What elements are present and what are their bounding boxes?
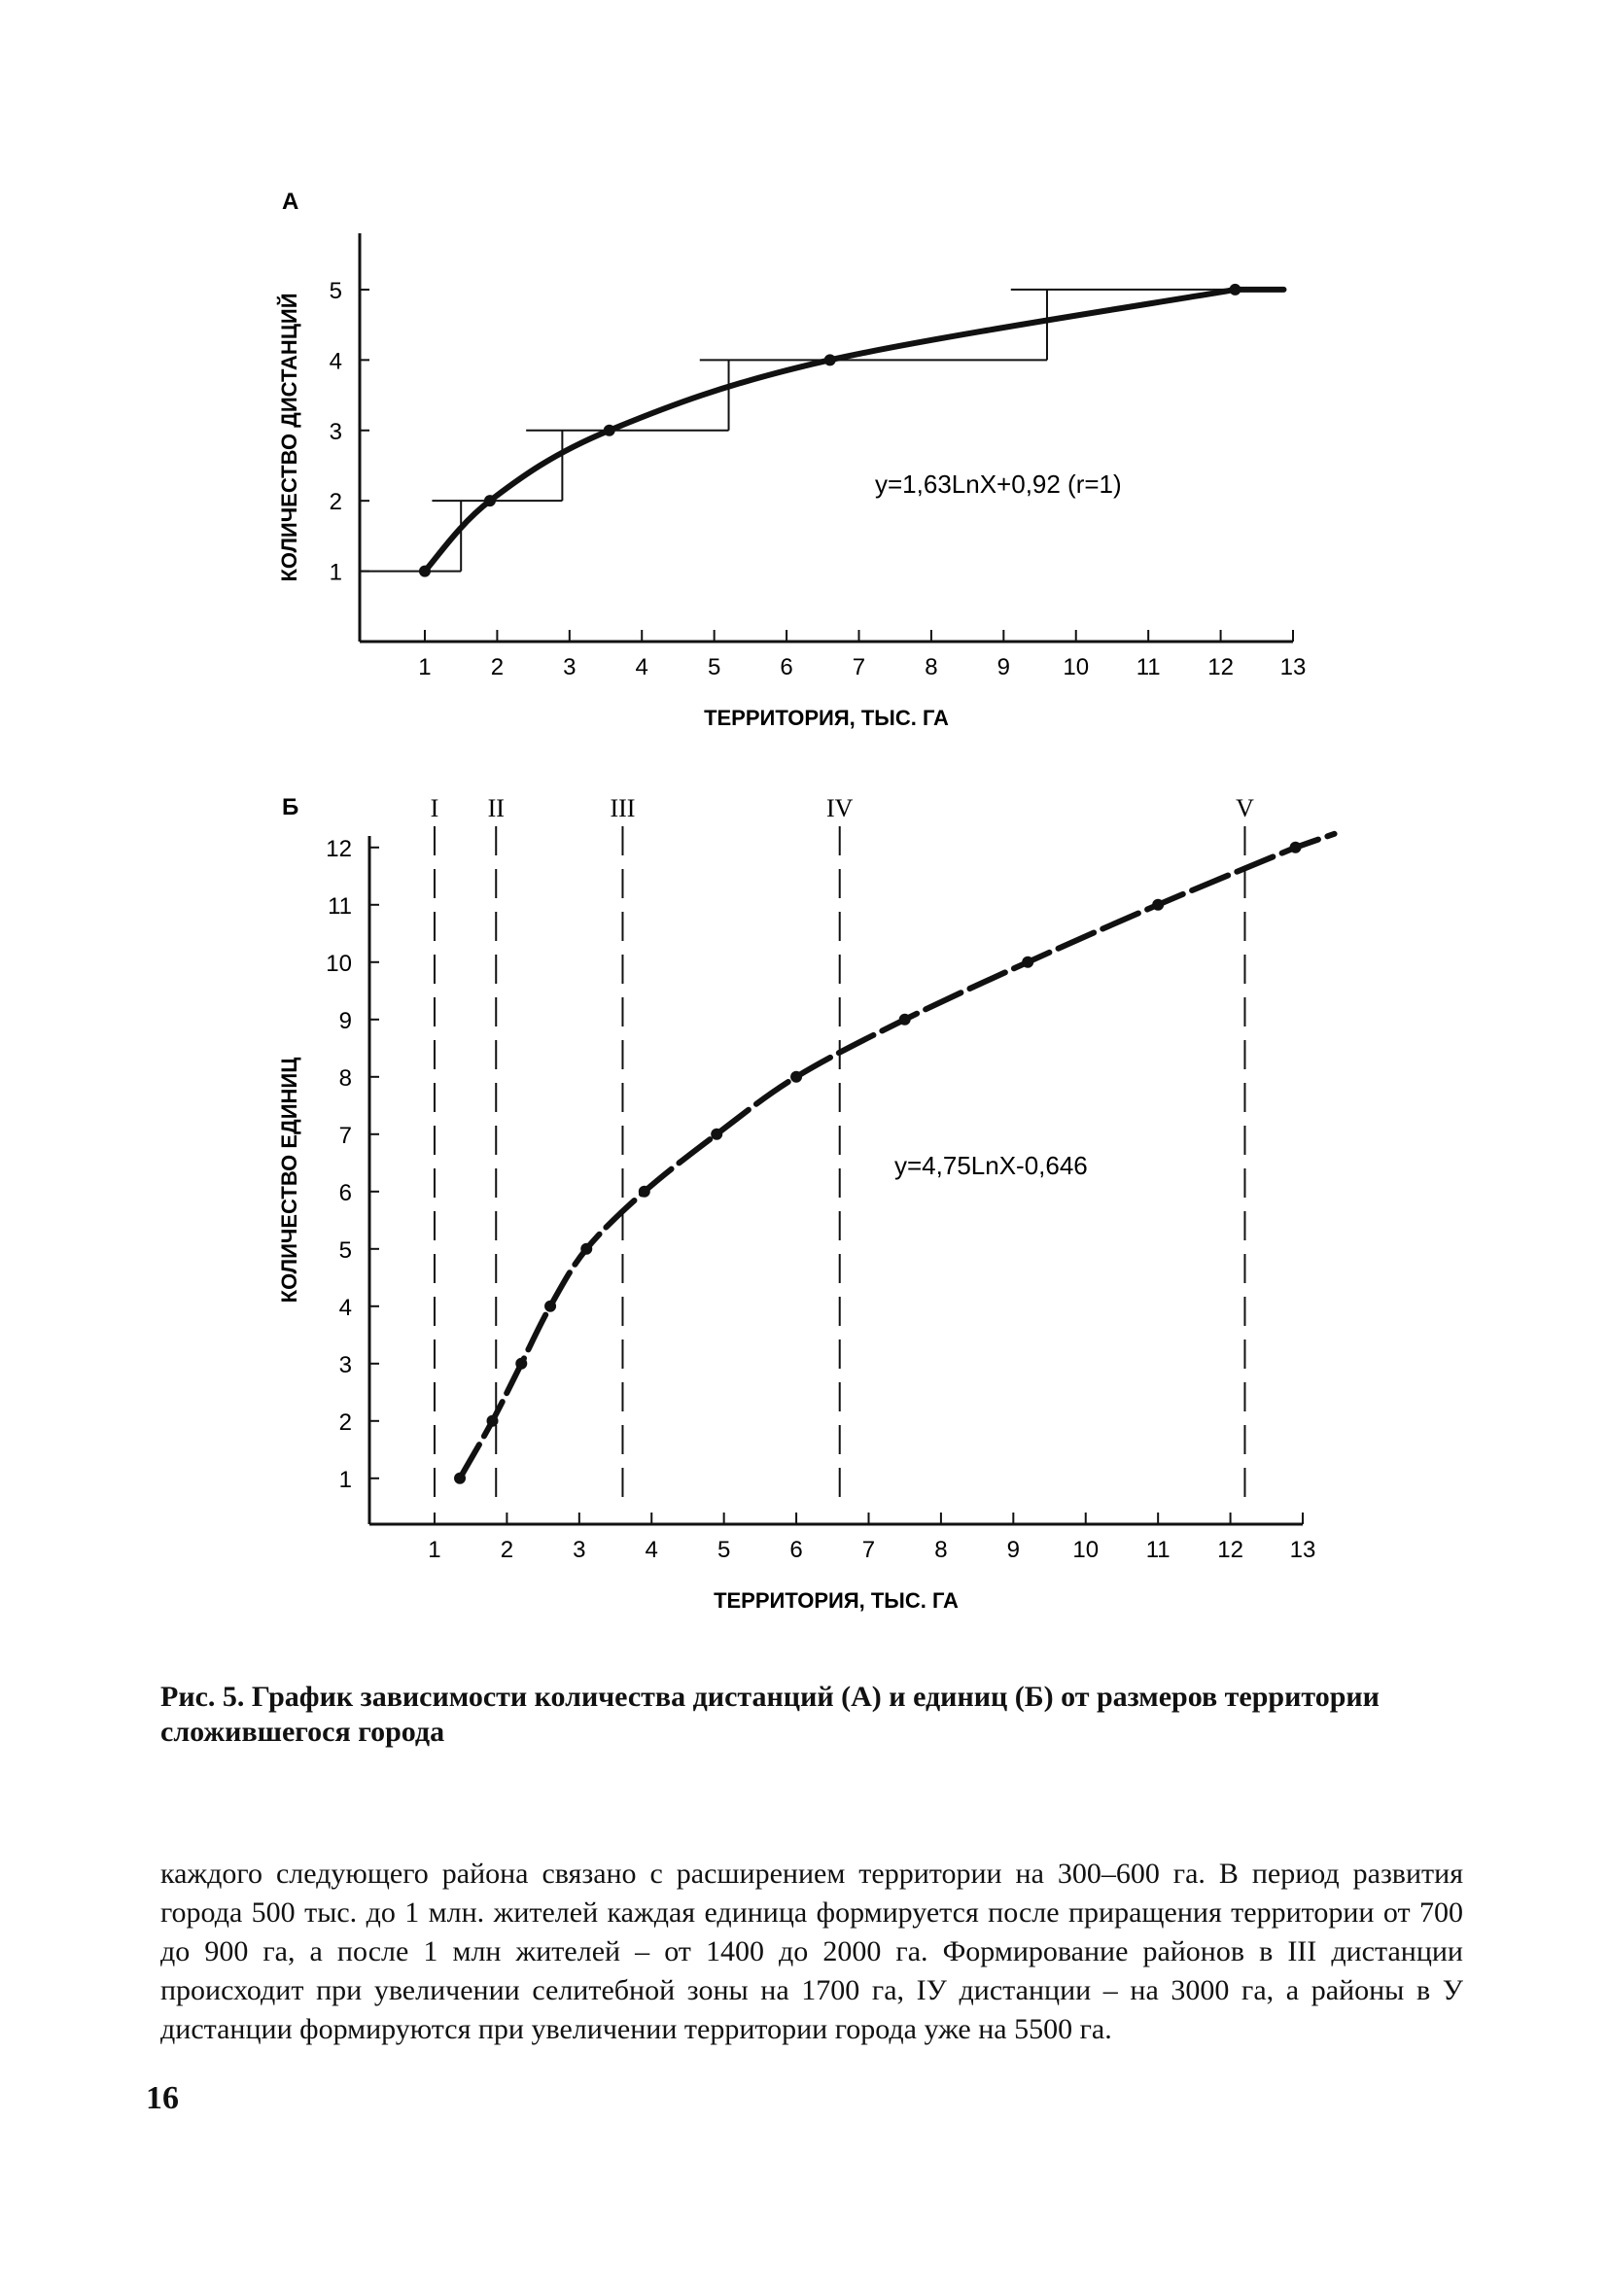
data-point	[711, 1129, 722, 1140]
y-tick-label: 7	[338, 1122, 352, 1149]
y-tick-label: 3	[338, 1351, 352, 1378]
y-tick-label: 10	[326, 950, 352, 977]
y-tick-label: 11	[328, 892, 352, 920]
x-tick-label: 8	[925, 654, 938, 680]
y-tick-label: 4	[329, 348, 342, 375]
x-tick-label: 6	[789, 1537, 803, 1563]
y-axis-label: КОЛИЧЕСТВО ЕДИНИЦ	[277, 1057, 301, 1304]
data-point	[484, 495, 496, 506]
panel-label: А	[282, 189, 299, 215]
data-point	[580, 1243, 592, 1255]
data-point	[790, 1071, 802, 1083]
data-point	[899, 1014, 911, 1026]
x-tick-label: 9	[996, 654, 1011, 680]
data-point	[1022, 957, 1033, 968]
body-paragraph: каждого следующего района связано с расширением территории на 300–600 га. В период развития города 500 тыс. до 1 млн. жителей каждая единица формируется после приращения территории от 700 до 900 га, а после 1 млн жителей – от 1400 до 2000 га. Формирование районов в III дистанции происходит при увеличении селитебной зоны на 1700 га, IУ дистанции – на 3000 га, а районы в У дистанции формируются при увеличении территории города уже на 5500 га.	[160, 1858, 1463, 2045]
data-point	[1229, 284, 1241, 296]
panel-label: Б	[282, 794, 299, 820]
chart-a	[277, 189, 1306, 730]
x-tick-label: 3	[563, 654, 577, 680]
district-label: IV	[826, 794, 854, 822]
x-tick-label: 9	[1006, 1537, 1021, 1563]
y-tick-label: 5	[329, 277, 342, 304]
x-tick-label: 7	[852, 654, 866, 680]
data-point	[1152, 899, 1164, 911]
x-tick-label: 6	[780, 654, 793, 680]
district-label: III	[610, 794, 636, 822]
data-point	[419, 566, 431, 577]
y-tick-label: 6	[338, 1179, 352, 1206]
data-point	[824, 354, 836, 365]
y-tick-label: 1	[329, 559, 342, 586]
x-tick-label: 11	[1145, 1537, 1171, 1563]
x-tick-label: 12	[1217, 1537, 1243, 1563]
data-point	[604, 425, 615, 436]
y-tick-label: 12	[326, 835, 352, 862]
y-tick-label: 8	[338, 1064, 352, 1092]
district-label: V	[1236, 794, 1254, 822]
data-point	[544, 1301, 556, 1312]
data-point	[1290, 842, 1302, 853]
x-tick-label: 13	[1279, 654, 1307, 680]
data-point	[515, 1358, 527, 1370]
x-tick-label: 11	[1136, 654, 1161, 680]
data-point	[487, 1415, 499, 1427]
equation-label: y=4,75LnX-0,646	[894, 1151, 1088, 1180]
x-tick-label: 4	[645, 1537, 658, 1563]
x-tick-label: 5	[707, 654, 721, 680]
district-label: I	[430, 794, 439, 822]
x-tick-label: 7	[861, 1537, 876, 1563]
chart-b	[277, 794, 1335, 1613]
y-tick-label: 1	[338, 1466, 352, 1493]
x-tick-label: 2	[490, 654, 505, 680]
district-label: II	[487, 794, 505, 822]
x-tick-label: 10	[1072, 1537, 1100, 1563]
data-point	[454, 1473, 466, 1484]
x-tick-label: 4	[635, 654, 648, 680]
x-tick-label: 8	[934, 1537, 948, 1563]
figure-caption: Рис. 5. График зависимости количества дистанций (А) и единиц (Б) от размеров территории сложившегося города	[160, 1681, 1380, 1748]
x-tick-label: 5	[717, 1537, 731, 1563]
page-number: 16	[146, 2080, 179, 2116]
x-axis-label: ТЕРРИТОРИЯ, ТЫС. ГА	[714, 1588, 959, 1613]
y-tick-label: 2	[338, 1409, 352, 1436]
x-tick-label: 1	[418, 654, 432, 680]
x-axis-label: ТЕРРИТОРИЯ, ТЫС. ГА	[704, 706, 949, 730]
y-tick-label: 2	[329, 489, 342, 516]
x-tick-label: 12	[1207, 654, 1234, 680]
x-tick-label: 2	[500, 1537, 514, 1563]
data-point	[639, 1186, 650, 1198]
y-tick-label: 9	[338, 1007, 352, 1034]
y-tick-label: 5	[338, 1236, 352, 1264]
x-tick-label: 10	[1063, 654, 1090, 680]
x-tick-label: 3	[573, 1537, 586, 1563]
x-tick-label: 1	[428, 1537, 441, 1563]
y-tick-label: 4	[338, 1294, 352, 1321]
equation-label: y=1,63LnX+0,92 (r=1)	[875, 470, 1122, 499]
y-axis-label: КОЛИЧЕСТВО ДИСТАНЦИЙ	[277, 293, 301, 582]
x-tick-label: 13	[1289, 1537, 1316, 1563]
y-tick-label: 3	[329, 418, 342, 445]
